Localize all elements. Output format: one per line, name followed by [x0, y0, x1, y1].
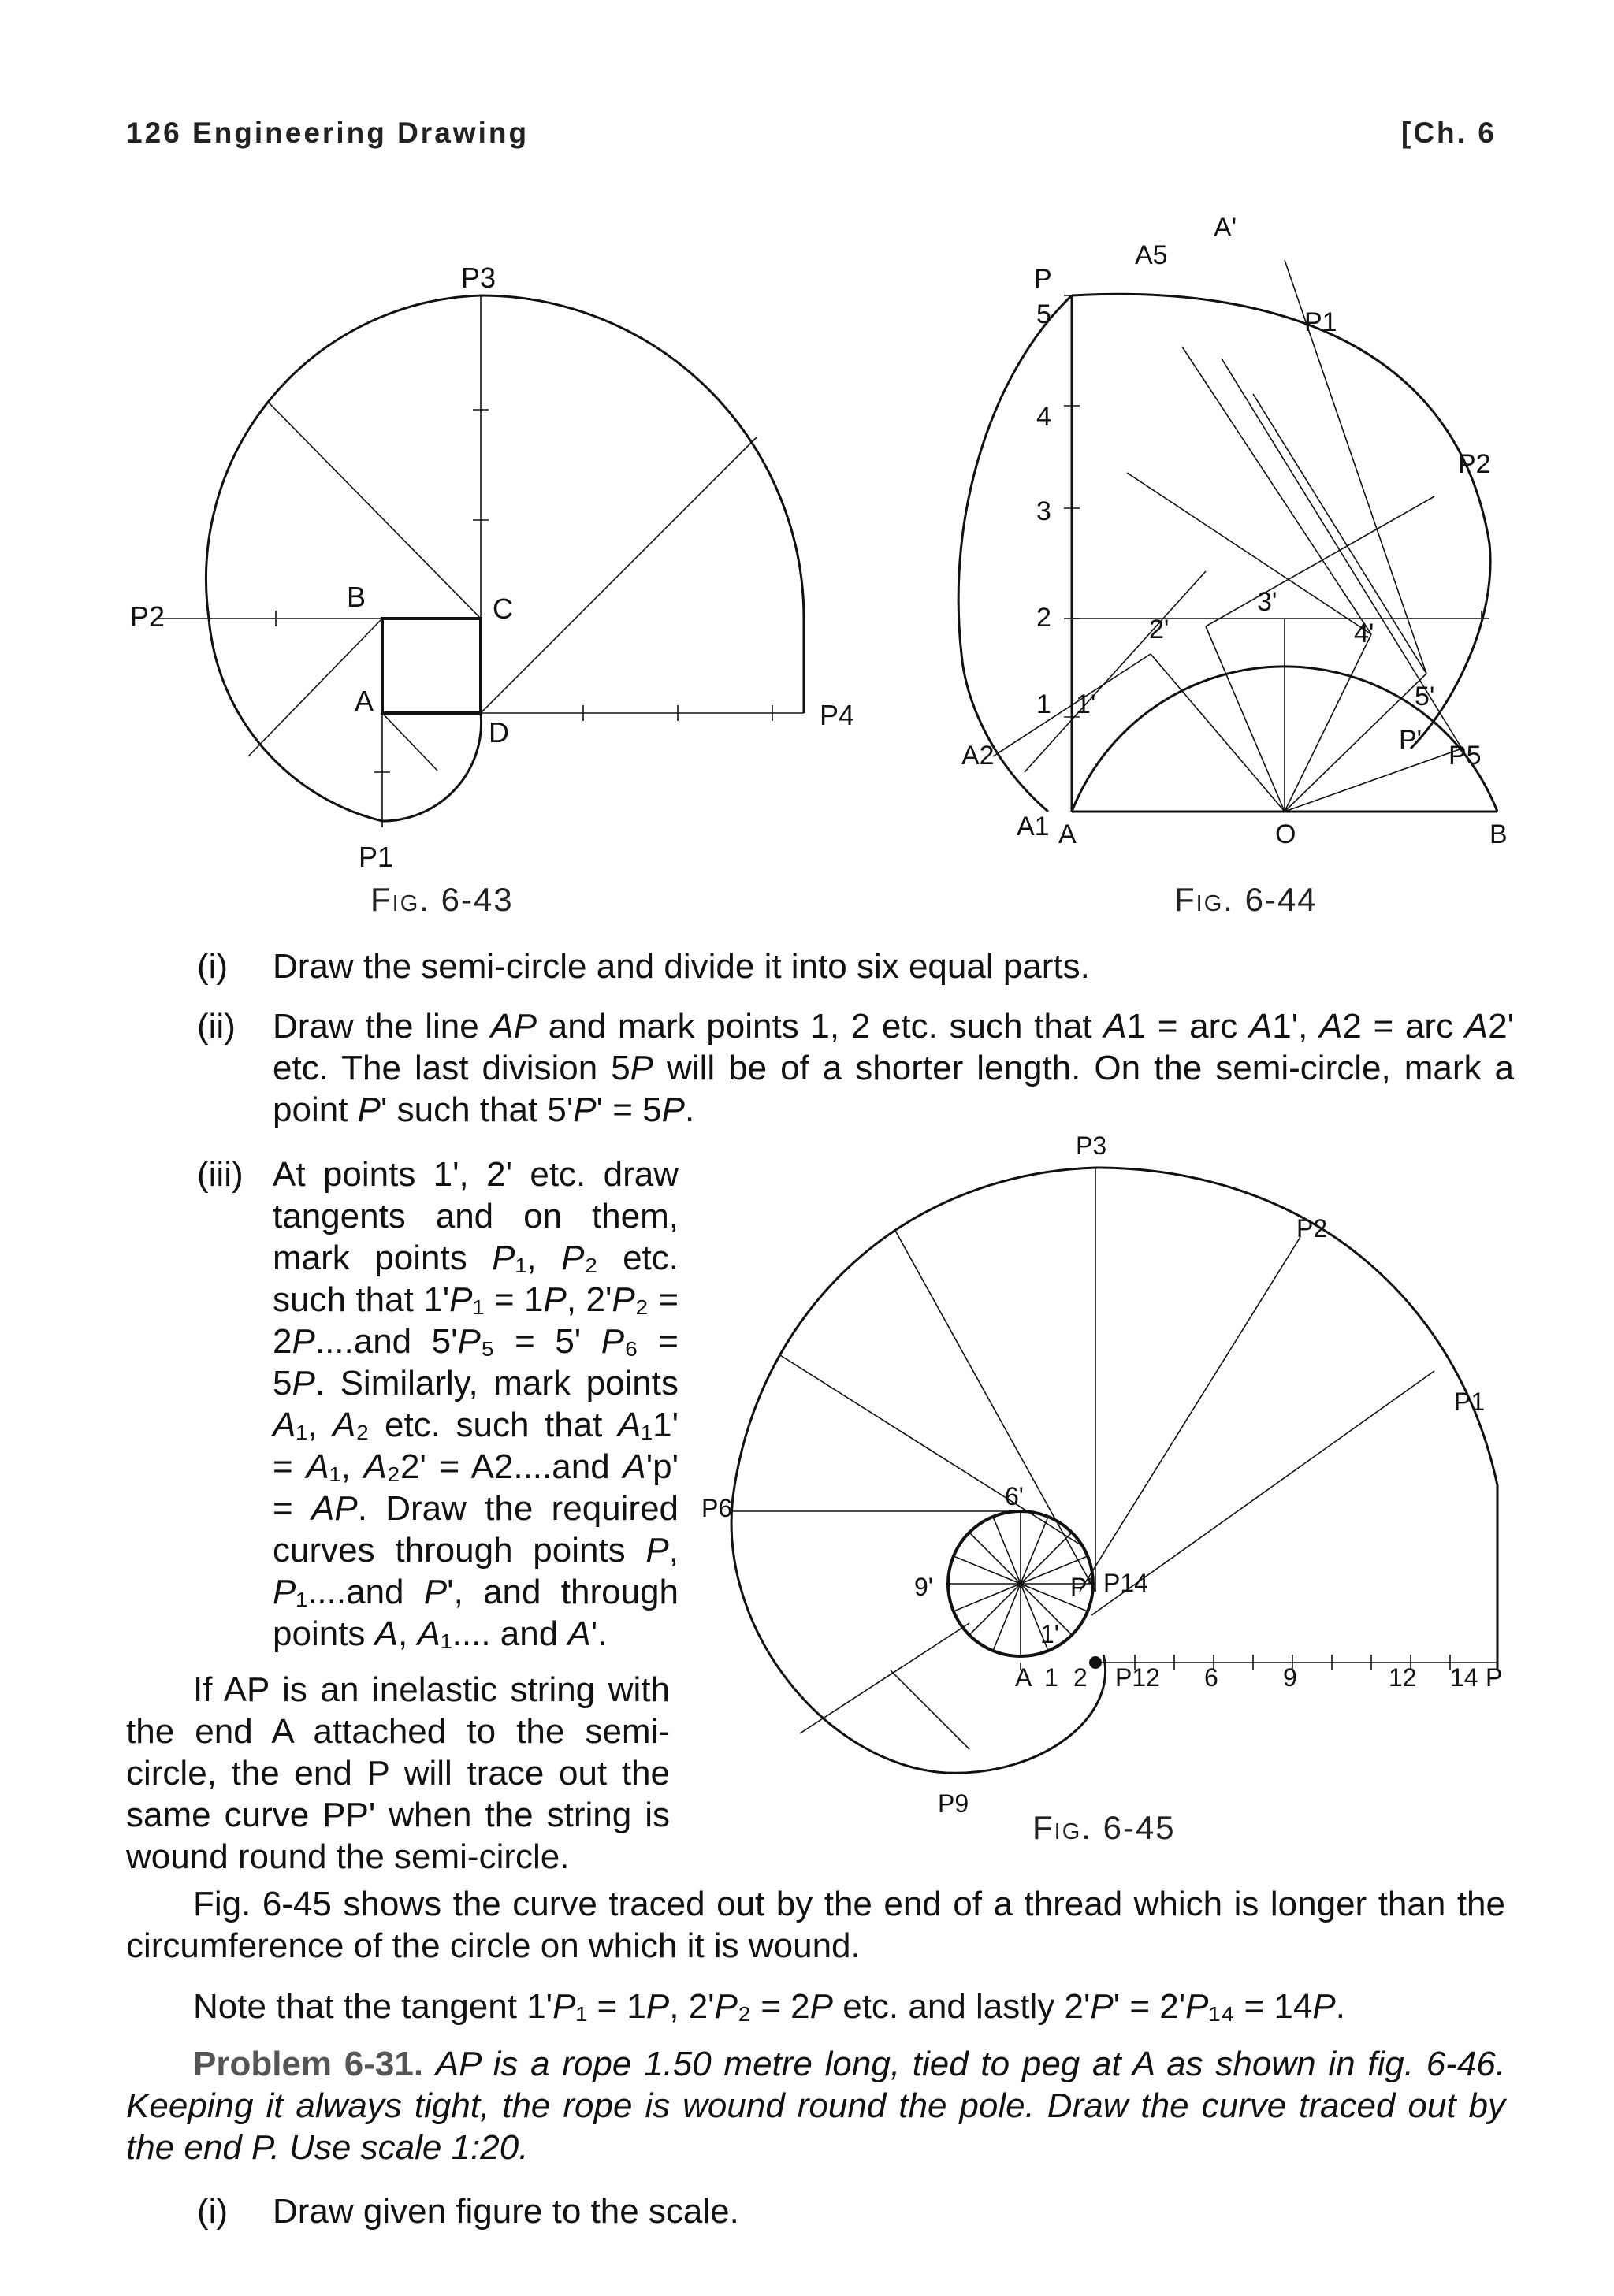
label-aprime: A': [1214, 213, 1237, 243]
step-ii: (ii) Draw the line AP and mark points 1, 2 etc. such that A1 = arc A1', A2 = arc A2' etc. The last division 5P will be of a shorter length. On the semi-circle, mark a point P' such that 5'P' = 5P.: [197, 1007, 1514, 1129]
label-p2: P2: [1458, 449, 1491, 479]
step-i: (i) Draw the semi-circle and divide it into six equal parts.: [197, 947, 1090, 986]
label-9p: 9': [914, 1573, 933, 1601]
label-d: D: [489, 716, 509, 749]
label-2: 2: [1036, 603, 1051, 633]
label-2p: 2': [1149, 615, 1170, 645]
label-4p: 4': [1354, 619, 1374, 648]
label-5: 5: [1036, 299, 1051, 329]
label-t6: 6: [1204, 1663, 1218, 1692]
label-5p: 5': [1415, 682, 1435, 711]
label-p1: P1: [1304, 307, 1337, 337]
label-p3: P3: [461, 262, 496, 294]
label-p14: P14: [1103, 1569, 1148, 1597]
label-o: O: [1275, 819, 1296, 849]
label-b: B: [1489, 819, 1508, 849]
label-pprime: P': [1070, 1573, 1092, 1601]
label-t12: 12: [1389, 1663, 1417, 1692]
label-p2: P2: [1296, 1214, 1328, 1243]
label-6p: 6': [1005, 1482, 1024, 1510]
label-a1: A1: [1017, 812, 1050, 841]
label-3p: 3': [1257, 587, 1277, 617]
label-a: A: [355, 685, 374, 717]
label-t9: 9: [1283, 1663, 1297, 1692]
label-4: 4: [1036, 402, 1051, 432]
label-1: 1: [1036, 689, 1051, 719]
label-a: A: [1015, 1663, 1032, 1692]
figure-6-43: [130, 260, 914, 875]
label-p: P: [1034, 264, 1052, 294]
label-t2: 2: [1073, 1663, 1088, 1692]
caption-fig-6-43: Fig. 6-43: [370, 881, 514, 918]
label-p3: P3: [1076, 1131, 1107, 1160]
label-1p: 1': [1040, 1620, 1059, 1648]
caption-fig-6-44: Fig. 6-44: [1174, 881, 1318, 918]
chapter-label: [Ch. 6: [1401, 117, 1497, 149]
label-1p: 1': [1076, 689, 1096, 719]
label-pprime: P': [1399, 725, 1422, 755]
label-b: B: [347, 581, 366, 613]
label-p1: P1: [359, 841, 394, 873]
label-t14: 14: [1450, 1663, 1478, 1692]
paragraph-if-ap: If AP is an inelastic string with the end A attached to the semi-circle, the end P will trace out the same curve PP' when the string is wound round the semi-circle.: [126, 1670, 670, 1876]
label-3: 3: [1036, 496, 1051, 526]
label-c: C: [493, 593, 513, 625]
problem-6-31: Problem 6-31. AP is a rope 1.50 metre long, tied to peg at A as shown in fig. 6-46. Keeping it always tight, the rope is wound round the pole. Draw the curve traced out by the end P. Use scale 1:20.: [126, 2045, 1505, 2167]
label-t1: 1: [1044, 1663, 1058, 1692]
label-p2: P2: [130, 600, 165, 633]
label-a: A: [1058, 819, 1077, 849]
caption-fig-6-45: Fig. 6-45: [1032, 1809, 1176, 1846]
label-p9: P9: [938, 1789, 969, 1818]
label-p5: P5: [1449, 741, 1482, 771]
figure-6-44: [946, 213, 1576, 882]
label-p1: P1: [1454, 1388, 1486, 1416]
label-p: P: [1486, 1663, 1503, 1692]
label-p6: P6: [701, 1494, 733, 1522]
label-a5: A5: [1135, 240, 1168, 270]
page-header: 126 Engineering Drawing: [126, 117, 530, 149]
step-last-i: (i) Draw given figure to the scale.: [197, 2192, 739, 2231]
label-p12: P12: [1115, 1663, 1160, 1692]
paragraph-note: Note that the tangent 1'P₁ = 1P, 2'P₂ = 2P etc. and lastly 2'P' = 2'P₁₄ = 14P.: [193, 1987, 1346, 2026]
step-iii: (iii) At points 1', 2' etc. draw tangents and on them, mark points P₁, P₂ etc. such that 1'P₁ = 1P, 2'P₂ = 2P....and 5'P₅ = 5' P₆ = 5P. Similarly, mark points A₁, A₂ etc. such that A₁1' = A₁, A₂2' = A2....and A'p' = AP. Draw the required curves through points P, P₁....and P', and through points A, A₁.... and A'.: [197, 1155, 679, 1653]
figure-6-45: [701, 1119, 1537, 1828]
label-p4: P4: [820, 699, 855, 731]
paragraph-fig-6-45: Fig. 6-45 shows the curve traced out by the end of a thread which is longer than the circumference of the circle on which it is wound.: [126, 1885, 1505, 1965]
label-a2: A2: [961, 741, 995, 771]
